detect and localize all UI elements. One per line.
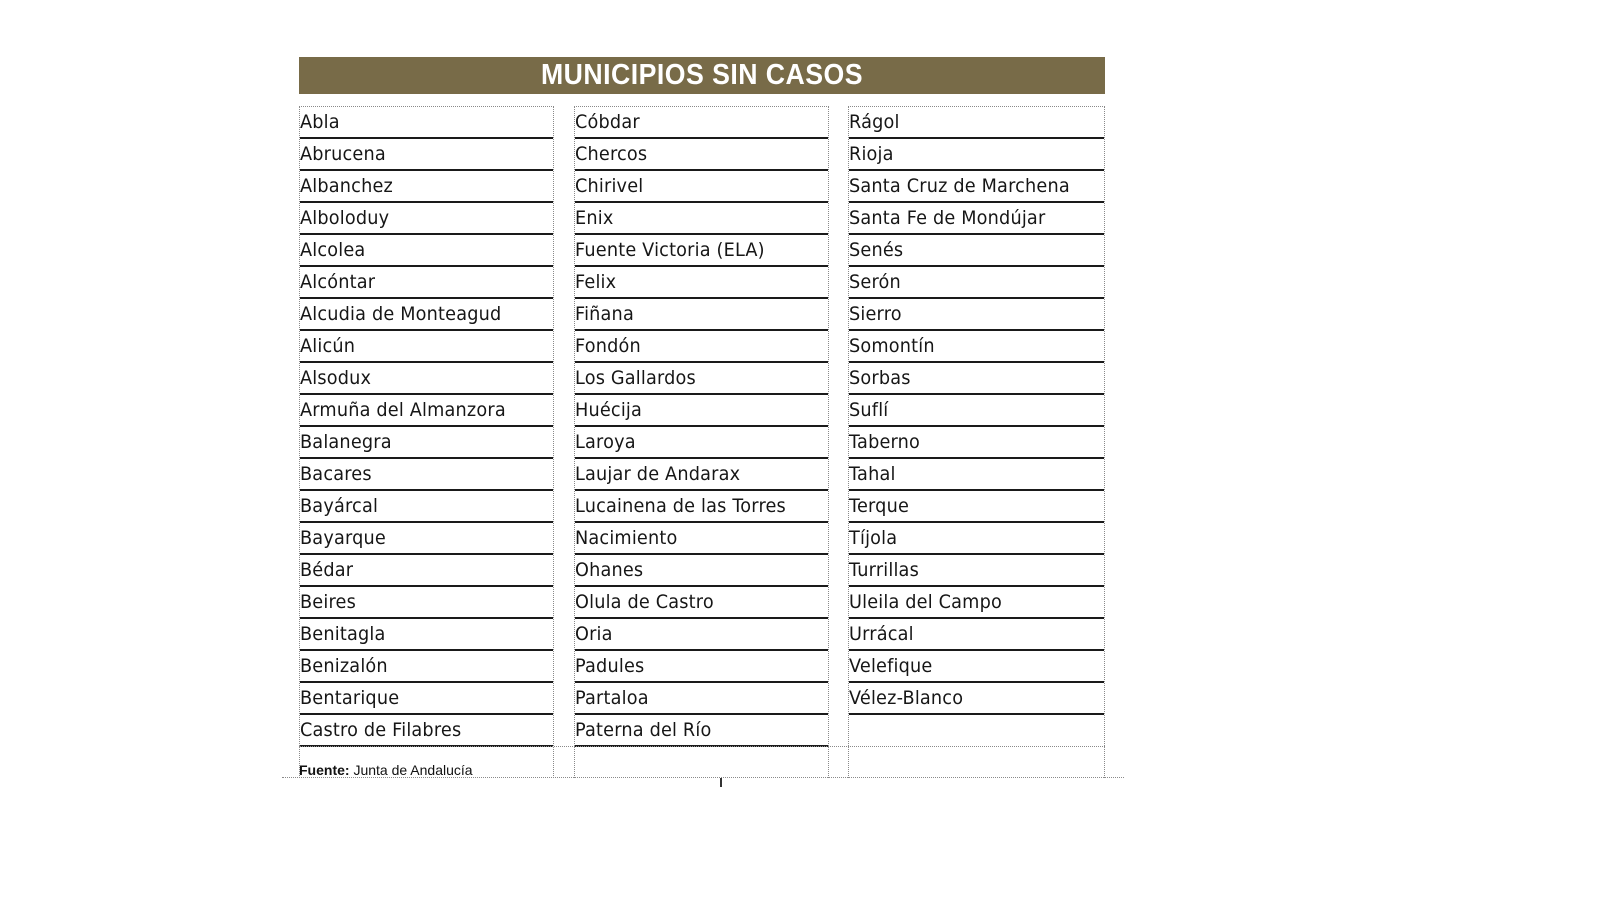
list-item [575, 587, 828, 619]
municipality-name: Laujar de Andarax [575, 463, 741, 485]
list-item [849, 683, 1104, 715]
list-item [849, 523, 1104, 555]
list-item [575, 619, 828, 651]
municipality-name: Tíjola [849, 527, 898, 549]
municipality-column-2 [574, 106, 829, 778]
municipality-name: Rioja [849, 143, 894, 165]
list-item [575, 267, 828, 299]
municipality-name: Uleila del Campo [849, 591, 1002, 613]
municipality-name: Enix [575, 207, 614, 229]
municipality-name: Ohanes [575, 559, 644, 581]
municipality-name: Bacares [300, 463, 372, 485]
municipality-name: Rágol [849, 111, 900, 133]
municipality-name: Alcóntar [300, 271, 376, 293]
list-item [300, 235, 553, 267]
municipality-name: Tahal [849, 463, 896, 485]
list-item [849, 459, 1104, 491]
municipality-name: Nacimiento [575, 527, 678, 549]
municipality-name: Bayárcal [300, 495, 379, 517]
text-cursor-mark [720, 778, 722, 787]
list-item [300, 299, 553, 331]
list-item [849, 715, 1104, 747]
municipality-name: Beires [300, 591, 356, 613]
list-item [849, 203, 1104, 235]
municipality-name: Vélez-Blanco [849, 687, 964, 709]
list-item [575, 299, 828, 331]
municipality-name: Santa Fe de Mondújar [849, 207, 1046, 229]
municipality-name: Paterna del Río [575, 719, 712, 741]
list-item [575, 203, 828, 235]
list-item [300, 715, 553, 747]
list-item [575, 331, 828, 363]
municipality-name: Fiñana [575, 303, 634, 325]
municipality-name: Alsodux [300, 367, 372, 389]
list-item [575, 395, 828, 427]
municipality-name: Alcudia de Monteagud [300, 303, 502, 325]
municipality-name: Bentarique [300, 687, 400, 709]
municipality-name: Cóbdar [575, 111, 640, 133]
municipality-name: Albanchez [300, 175, 393, 197]
municipality-name: Turrillas [849, 559, 919, 581]
list-item [849, 139, 1104, 171]
table-title: MUNICIPIOS SIN CASOS [541, 59, 863, 91]
municipality-name: Sorbas [849, 367, 911, 389]
municipality-name: Balanegra [300, 431, 392, 453]
municipality-name: Alcolea [300, 239, 366, 261]
municipality-name: Chirivel [575, 175, 644, 197]
municipality-name: Serón [849, 271, 901, 293]
municipality-name: Benizalón [300, 655, 388, 677]
list-item [575, 555, 828, 587]
list-item [849, 587, 1104, 619]
list-item [849, 235, 1104, 267]
list-item [300, 107, 553, 139]
municipality-name: Santa Cruz de Marchena [849, 175, 1070, 197]
municipality-name: Chercos [575, 143, 648, 165]
list-item [575, 715, 828, 747]
municipality-name: Somontín [849, 335, 935, 357]
municipality-name: Terque [849, 495, 910, 517]
list-item [300, 171, 553, 203]
source-note [299, 762, 473, 778]
list-item [849, 555, 1104, 587]
list-item [849, 171, 1104, 203]
list-item [849, 107, 1104, 139]
list-item [575, 459, 828, 491]
list-item [300, 459, 553, 491]
list-item [300, 331, 553, 363]
list-item [300, 587, 553, 619]
municipality-name: Taberno [849, 431, 921, 453]
list-item [300, 267, 553, 299]
municipality-name: Abla [300, 111, 340, 133]
municipality-name: Fuente Victoria (ELA) [575, 239, 765, 261]
municipality-name: Oria [575, 623, 613, 645]
list-item [849, 363, 1104, 395]
municipality-name: Sierro [849, 303, 902, 325]
municipality-name: Partaloa [575, 687, 649, 709]
dotted-guide-line [299, 746, 1105, 747]
list-item [575, 107, 828, 139]
municipality-name: Bédar [300, 559, 354, 581]
municipality-name: Abrucena [300, 143, 386, 165]
municipality-name: Los Gallardos [575, 367, 696, 389]
municipality-name: Laroya [575, 431, 636, 453]
list-item [575, 171, 828, 203]
list-item [300, 139, 553, 171]
municipality-name: Padules [575, 655, 645, 677]
municipality-name: Lucainena de las Torres [575, 495, 786, 517]
list-item [300, 683, 553, 715]
list-item [300, 523, 553, 555]
municipality-name: Suflí [849, 399, 889, 421]
list-item [300, 363, 553, 395]
list-item [575, 363, 828, 395]
municipality-name: Huécija [575, 399, 643, 421]
municipality-name: Velefique [849, 655, 933, 677]
list-item [300, 651, 553, 683]
municipality-name: Urrácal [849, 623, 914, 645]
municipality-name: Felix [575, 271, 617, 293]
list-item [849, 619, 1104, 651]
municipality-name: Benitagla [300, 623, 386, 645]
list-item [575, 235, 828, 267]
municipality-name: Armuña del Almanzora [300, 399, 506, 421]
source-label: Fuente: [299, 762, 350, 778]
list-item [849, 395, 1104, 427]
table-title-bar [299, 57, 1105, 94]
municipality-name: Bayarque [300, 527, 386, 549]
list-item [300, 491, 553, 523]
source-value: Junta de Andalucía [353, 762, 473, 778]
list-item [849, 491, 1104, 523]
municipality-column-1 [299, 106, 554, 778]
list-item [300, 427, 553, 459]
list-item [575, 139, 828, 171]
list-item [300, 203, 553, 235]
list-item [849, 427, 1104, 459]
municipality-name: Alicún [300, 335, 356, 357]
list-item [849, 299, 1104, 331]
list-item [575, 651, 828, 683]
list-item [849, 267, 1104, 299]
list-item [849, 331, 1104, 363]
list-item [300, 555, 553, 587]
list-item [575, 523, 828, 555]
municipality-column-3 [848, 106, 1105, 778]
municipality-name: Senés [849, 239, 904, 261]
municipality-name: Fondón [575, 335, 641, 357]
list-item [575, 683, 828, 715]
list-item [575, 427, 828, 459]
list-item [300, 619, 553, 651]
municipality-name: Olula de Castro [575, 591, 714, 613]
list-item [300, 395, 553, 427]
list-item [849, 651, 1104, 683]
municipality-name: Castro de Filabres [300, 719, 462, 741]
list-item [575, 491, 828, 523]
municipality-name: Alboloduy [300, 207, 390, 229]
